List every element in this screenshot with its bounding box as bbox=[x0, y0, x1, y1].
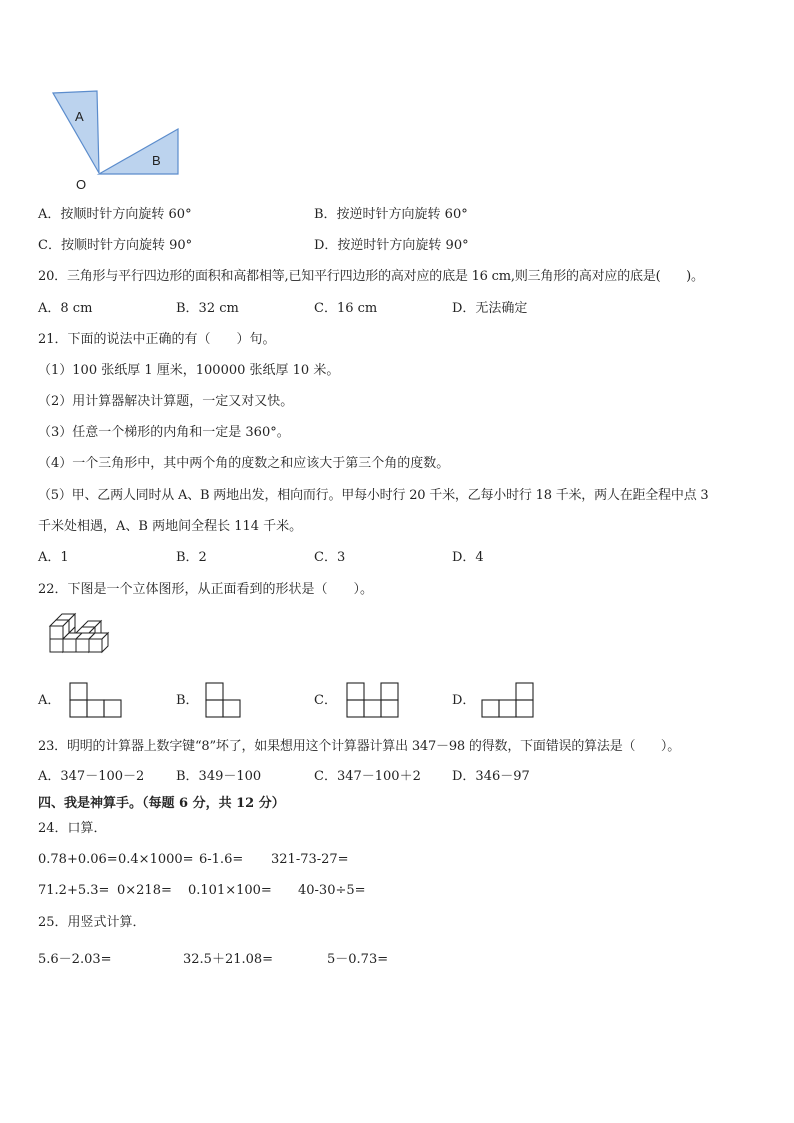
q21-option-b: B．2 bbox=[176, 550, 207, 565]
q24-text: 24．口算． bbox=[38, 821, 107, 836]
q19-option-b: B．按逆时针方向旋转 60° bbox=[314, 207, 468, 222]
q22-option-c-shape bbox=[346, 682, 400, 718]
q23-text: 23．明明的计算器上数字键“8”坏了，如果想用这个计算器计算出 347－98 的得数，下面错误的算法是（ ）。 bbox=[38, 739, 681, 754]
q24-r2-1: 71.2+5.3= bbox=[38, 883, 110, 898]
q22-option-c-label: C． bbox=[314, 693, 337, 708]
q25-item-1: 5.6－2.03= bbox=[38, 952, 112, 967]
q21-item-5: （5）甲、乙两人同时从 A、B 两地出发，相向而行。甲每小时行 20 千米，乙每小时行 18 千米，两人在距全程中点 3 bbox=[38, 488, 709, 503]
q21-item-5-cont: 千米处相遇，A、B 两地间全程长 114 千米。 bbox=[38, 519, 303, 534]
q24-r2-4: 40-30÷5= bbox=[298, 883, 366, 898]
q22-option-d-shape bbox=[481, 682, 535, 718]
q24-r1-1: 0.78+0.06= bbox=[38, 852, 118, 867]
cube-front-4 bbox=[89, 633, 108, 652]
q22-option-d-label: D． bbox=[452, 693, 476, 708]
q21-item-2: （2）用计算器解决计算题，一定又对又快。 bbox=[38, 394, 294, 409]
q21-option-a: A．1 bbox=[38, 550, 69, 565]
q25-item-2: 32.5＋21.08= bbox=[183, 952, 274, 967]
rotation-figure bbox=[40, 85, 200, 195]
q20-option-a: A．8 cm bbox=[38, 301, 93, 316]
q20-text: 20．三角形与平行四边形的面积和高都相等,已知平行四边形的高对应的底是 16 cm,则三角形的高对应的底是( )。 bbox=[38, 269, 704, 284]
q20-option-c: C．16 cm bbox=[314, 301, 378, 316]
section-heading: 四、我是神算手。（每题 6 分，共 12 分） bbox=[38, 796, 285, 811]
q19-option-c: C．按顺时针方向旋转 90° bbox=[38, 238, 193, 253]
q20-option-b: B．32 cm bbox=[176, 301, 239, 316]
q22-option-b-label: B． bbox=[176, 693, 199, 708]
q25-text: 25．用竖式计算． bbox=[38, 915, 146, 930]
label-b: B bbox=[152, 153, 161, 168]
q23-option-a: A．347－100－2 bbox=[38, 769, 145, 784]
label-a: A bbox=[75, 109, 84, 124]
triangle-a bbox=[53, 91, 99, 173]
q24-r1-4: 321-73-27= bbox=[271, 852, 349, 867]
q24-r1-2: 0.4×1000= bbox=[118, 852, 194, 867]
cube-figure bbox=[42, 612, 112, 664]
q23-option-b: B．349－100 bbox=[176, 769, 262, 784]
q22-option-b-shape bbox=[205, 682, 243, 718]
q24-r1-3: 6-1.6= bbox=[199, 852, 244, 867]
q21-option-d: D．4 bbox=[452, 550, 484, 565]
q22-option-a-shape bbox=[69, 682, 123, 718]
q20-option-d: D．无法确定 bbox=[452, 301, 528, 316]
q21-item-3: （3）任意一个梯形的内角和一定是 360°。 bbox=[38, 425, 290, 440]
q24-r2-2: 0×218= bbox=[117, 883, 172, 898]
label-o: O bbox=[76, 177, 87, 192]
q25-item-3: 5－0.73= bbox=[327, 952, 389, 967]
q24-r2-3: 0.101×100= bbox=[188, 883, 272, 898]
q21-option-c: C．3 bbox=[314, 550, 346, 565]
q23-option-c: C．347－100＋2 bbox=[314, 769, 421, 784]
q21-item-1: （1）100 张纸厚 1 厘米，100000 张纸厚 10 米。 bbox=[38, 363, 340, 378]
q21-item-4: （4）一个三角形中，其中两个角的度数之和应该大于第三个角的度数。 bbox=[38, 456, 450, 471]
q22-text: 22．下图是一个立体图形，从正面看到的形状是（ ）。 bbox=[38, 582, 374, 597]
q23-option-d: D．346－97 bbox=[452, 769, 530, 784]
triangle-b bbox=[99, 129, 178, 174]
q19-option-d: D．按逆时针方向旋转 90° bbox=[314, 238, 469, 253]
q21-text: 21．下面的说法中正确的有（ ）句。 bbox=[38, 332, 276, 347]
q19-option-a: A．按顺时针方向旋转 60° bbox=[38, 207, 192, 222]
q22-option-a-label: A． bbox=[38, 693, 61, 708]
